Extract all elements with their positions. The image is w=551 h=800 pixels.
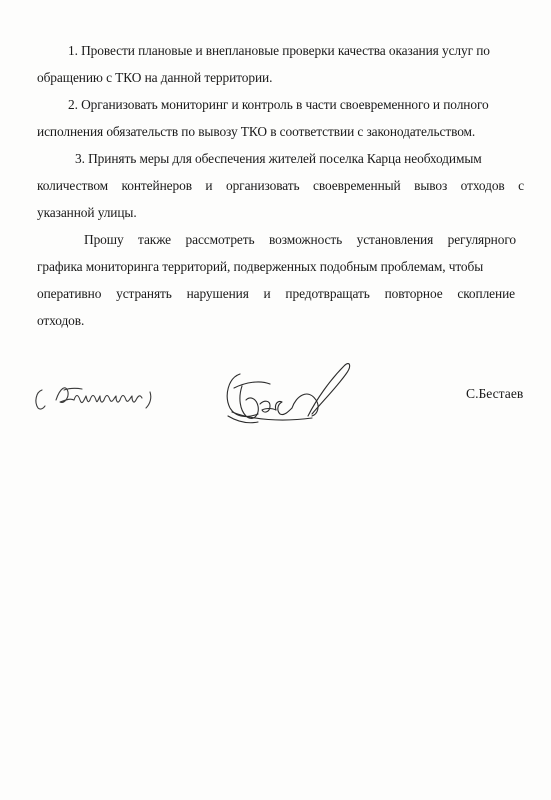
signature-image	[212, 356, 362, 431]
paragraph-3-line-3: указанной улицы.	[37, 205, 137, 220]
paragraph-4-line-2: графика мониторинга территорий, подверженных подобным проблемам, чтобы	[37, 259, 484, 274]
paragraph-4-line-1: Прошу также рассмотреть возможность установления регулярного	[84, 232, 516, 247]
paragraph-3-line-1: 3. Принять меры для обеспечения жителей поселка Карца необходимым	[75, 151, 482, 166]
paragraph-4-line-3: оперативно устранять нарушения и предотвращать повторное скопление	[37, 286, 515, 301]
paragraph-3-line-2: количеством контейнеров и организовать своевременный вывоз отходов с	[37, 178, 524, 193]
paragraph-4-line-4: отходов.	[37, 313, 85, 328]
signer-name: С.Бестаев	[466, 386, 524, 401]
handwritten-note-image	[30, 370, 170, 420]
paragraph-2-line-2: исполнения обязательств по вывозу ТКО в соответствии с законодательством.	[37, 124, 476, 139]
paragraph-1-line-2: обращению с ТКО на данной территории.	[37, 70, 273, 85]
paragraph-2-line-1: 2. Организовать мониторинг и контроль в части своевременного и полного	[68, 97, 489, 112]
paragraph-1-line-1: 1. Провести плановые и внеплановые проверки качества оказания услуг по	[68, 43, 490, 58]
